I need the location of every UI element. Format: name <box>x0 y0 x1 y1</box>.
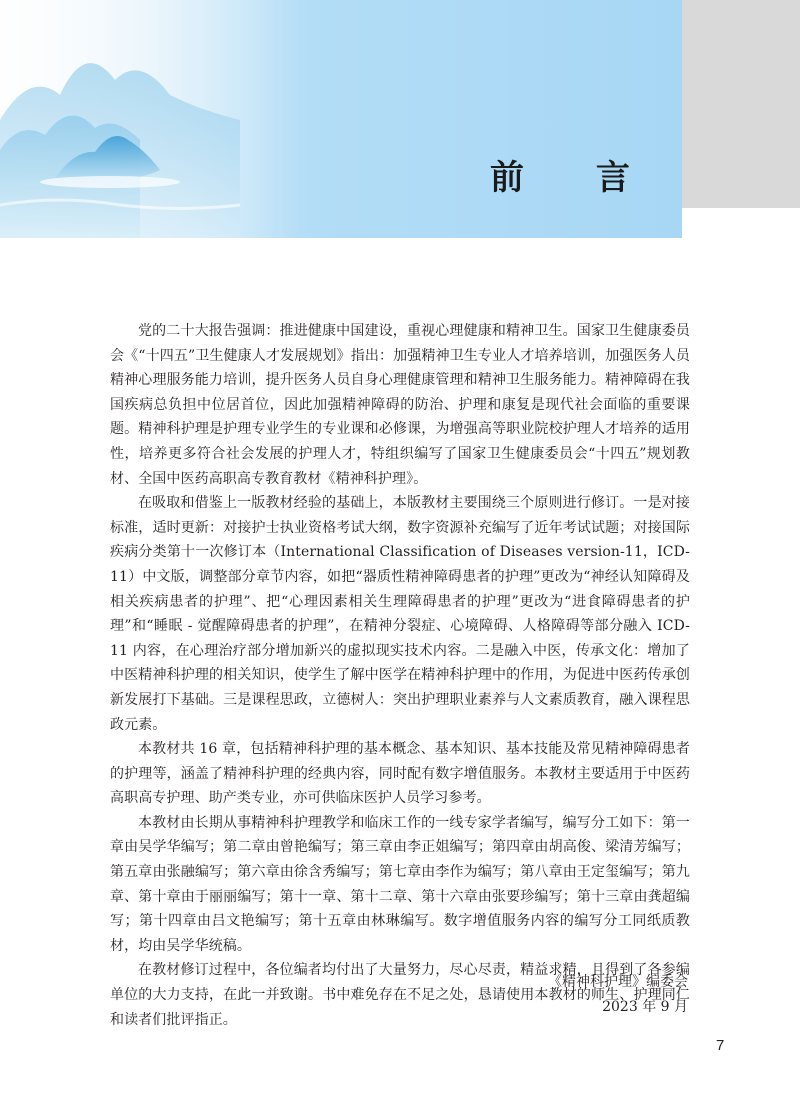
paragraph: 在教材修订过程中，各位编者均付出了大量努力，尽心尽责，精益求精，且得到了各参编单位的大力支持，在此一并致谢。书中难免存在不足之处，恳请使用本教材的师生、护理同仁和读者们批评指正。 <box>110 962 690 1028</box>
paragraph: 本教材由长期从事精神科护理教学和临床工作的一线专家学者编写，编写分工如下：第一章由吴学华编写；第二章由曾艳编写；第三章由李正姐编写；第四章由胡高俊、梁清芳编写；第五章由张融编写；第六章由徐含秀编写；第七章由李作为编写；第八章由王定玺编写；第九章、第十章由于丽丽编写；第十一章、第十二章、第十六章由张要珍编写；第十三章由龚超编写；第十四章由吕文艳编写；第十五章由林琳编写。数字增值服务内容的编写分工同纸质教材，均由吴学华统稿。 <box>110 814 690 954</box>
header-banner <box>0 0 682 238</box>
paragraph: 本教材共 16 章，包括精神科护理的基本概念、基本知识、基本技能及常见精神障碍患者的护理等，涵盖了精神科护理的经典内容，同时配有数字增值服务。本教材主要适用于中医药高职高专护理、助产类专业，亦可供临床医护人员学习参考。 <box>110 741 690 807</box>
signature-block <box>548 970 688 1019</box>
paragraph: 党的二十大报告强调：推进健康中国建设，重视心理健康和精神卫生。国家卫生健康委员会《“十四五”卫生健康人才发展规划》指出：加强精神卫生专业人才培养培训，加强医务人员精神心理服务能力培训，提升医务人员自身心理健康管理和精神卫生服务能力。精神障碍在我国疾病总负担中位居首位，因此加强精神障碍的防治、护理和康复是现代社会面临的重要课题。精神科护理是护理专业学生的专业课和必修课，为增强高等职业院校护理人才培养的适用性，培养更多符合社会发展的护理人才，特组织编写了国家卫生健康委员会“十四五”规划教材、全国中医药高职高专教育教材《精神科护理》。 <box>110 323 690 487</box>
editorial-committee: 《精神科护理》编委会 <box>548 974 688 990</box>
page-number: 7 <box>716 1037 725 1054</box>
page-title: 前 言 <box>490 158 660 198</box>
header-gray-block <box>682 0 800 208</box>
paragraph: 在吸取和借鉴上一版教材经验的基础上，本版教材主要围绕三个原则进行修订。一是对接标准，适时更新：对接护士执业资格考试大纲，数字资源补充编写了近年考试试题；对接国际疾病分类第十一次修订本（International Classification of Diseases version-11，ICD-11）中文版，调整部分章节内容，如把“器质性精神障碍患者的护理”更改为“神经认知障碍及相关疾病患者的护理”、把“心理因素相关生理障碍患者的护理”更改为“进食障碍患者的护理”和“睡眠 - 觉醒障碍患者的护理”，在精神分裂症、心境障碍、人格障碍等部分融入 ICD-11 内容，在心理治疗部分增加新兴的虚拟现实技术内容。二是融入中医，传承文化：增加了中医精神科护理的相关知识，使学生了解中医学在精神科护理中的作用，为促进中医药传承创新发展打下基础。三是课程思政，立德树人：突出护理职业素养与人文素质教育，融入课程思政元素。 <box>110 495 690 733</box>
preface-body <box>110 319 690 1032</box>
mountain-landscape-illustration <box>0 0 300 238</box>
signature-date: 2023 年 9 月 <box>602 998 688 1015</box>
